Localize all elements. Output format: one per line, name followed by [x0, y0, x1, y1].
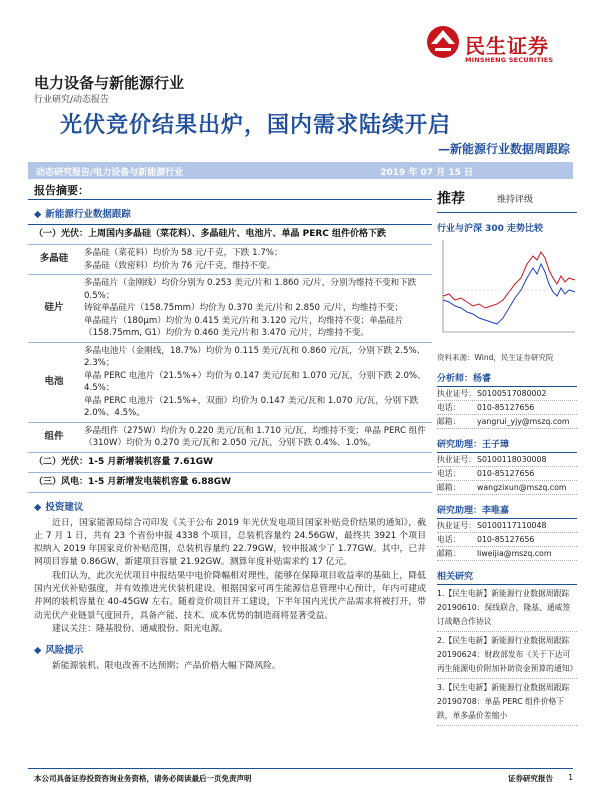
contact-value: 010-85127656: [477, 469, 535, 478]
contact-value: S0100517080002: [477, 389, 547, 398]
row-detail: [80, 422, 432, 452]
row-detail: [80, 245, 432, 275]
contact-value: wangzixun@mszq.com: [477, 483, 567, 492]
band-date: 2019 年 07 月 15 日: [380, 168, 473, 178]
contact-value: S0100117110048: [477, 521, 547, 530]
wind-install-head: （三）风电：1-5 月新增发电装机容量 6.88GW: [28, 473, 432, 493]
logo-emblem-icon: [425, 22, 461, 62]
brand-name-en: MINSHENG SECURITIES: [465, 56, 554, 64]
contact-value: yangrui_yjy@mszq.com: [477, 417, 570, 426]
report-type: 行业研究/动态报告: [34, 95, 110, 105]
trend-chart: [437, 234, 577, 346]
contact-key: 执业证号：: [437, 455, 476, 464]
rating-sub: 维持评级: [497, 195, 534, 205]
contact-row: [437, 533, 577, 547]
assistant2-heading: 研究助理：李唯嘉: [437, 503, 577, 519]
section-investment-label: 投资建议: [45, 501, 84, 513]
contact-row: [437, 481, 577, 495]
page-subtitle: —新能源行业数据周跟踪: [437, 142, 570, 156]
related-item[interactable]: 1.【民生电新】新能源行业数据周跟踪 20190610：保线联合，隆基、通威签订战略合作协议: [437, 585, 577, 632]
contact-row: [437, 415, 577, 429]
row-detail-line: 多晶硅（菜花料）均价为 58 元/千克，下跌 1.7%；: [84, 248, 283, 258]
row-detail-line: 多晶硅（致密料）均价为 76 元/千克，维持不变。: [84, 260, 276, 271]
row-detail-line: 多晶组件（275W）均价为 0.220 美元/瓦和 1.710 元/瓦，均维持不变；单晶 PERC 组件（310W）均价为 0.270 美元/瓦和 2.050 元/瓦，分别下跌 0.4%、1.0%。: [84, 425, 426, 448]
pv-install-head: （二）光伏：1-5 月新增装机容量 7.61GW: [28, 453, 432, 473]
related-item[interactable]: 2.【民生电新】新能源行业数据周跟踪 20190624：财政部发布《关于下达可再生能源电价附加补助资金预算的通知》: [437, 632, 577, 679]
footer-label: 证券研究报告: [508, 774, 553, 783]
contact-row: [437, 519, 577, 533]
section-data-tracking: [34, 206, 432, 220]
investment-para-2: 我们认为，此次光伏项目申报结果中电价降幅相对理性，能够在保障项目收益率的基础上，降低国内光伏补贴强度，并有效推进光伏装机建设。根据国家可再生能源信息管理中心预计，年内可建成并网的装机容量在 40-45GW 左右。随着竞价项目开工建设，下半年国内光伏产品需求将被打开，带动光伏产业链景气度回升，具备产能、技术、成本优势的制造商将显著受益。: [34, 570, 426, 621]
contact-key: 邮箱：: [437, 483, 461, 492]
contact-key: 电话：: [437, 535, 461, 544]
table-row: [28, 245, 432, 275]
contact-row: [437, 453, 577, 467]
summary-column: [28, 182, 432, 673]
analyst-heading: 分析师：杨睿: [437, 371, 577, 387]
contact-row: [437, 401, 577, 415]
contact-key: 执业证号：: [437, 521, 476, 530]
risk-para: 新能源装机、限电改善不达预期；产品价格大幅下降风险。: [52, 661, 281, 672]
analyst-contact: [437, 387, 577, 429]
pv-price-head: （一）光伏：上周国内多晶硅（菜花料）、多晶硅片、电池片、单晶 PERC 组件价格下跌: [28, 224, 432, 245]
chart-source: 资料来源：Wind，民生证券研究院: [437, 353, 554, 362]
row-category: 硅片: [28, 275, 80, 343]
bullet-icon: ◆: [34, 209, 42, 220]
minsheng-logo: [425, 22, 585, 72]
row-category: 组件: [28, 422, 80, 452]
page-number: 1: [568, 773, 573, 782]
footer: [28, 768, 573, 783]
sidebar: [437, 188, 577, 726]
info-band: [28, 162, 573, 179]
contact-key: 邮箱：: [437, 549, 461, 558]
chart-title: 行业与沪深 300 走势比较: [437, 224, 544, 234]
assistant1-contact: [437, 453, 577, 495]
industry-label: 电力设备与新能源行业: [34, 74, 185, 92]
band-report-type: 动态研究报告/电力设备与新能源行业: [36, 168, 184, 178]
assistant1-heading: 研究助理：王子璋: [437, 437, 577, 453]
contact-value: liweijia@mszq.com: [477, 549, 552, 558]
section-data-tracking-label: 新能源行业数据跟踪: [45, 209, 131, 220]
assistant2-contact: [437, 519, 577, 561]
contact-value: S0100118030008: [477, 455, 547, 464]
section-risk: [34, 642, 432, 656]
contact-key: 电话：: [437, 403, 461, 412]
series-line-industry: [443, 264, 575, 324]
investment-para-1: 近日，国家能源局综合司印发《关于公布 2019 年光伏发电项目国家补贴竞价结果的通知》，截止 7 月 1 日，共有 23 个省份申报 4338 个项目，总装机容量约 24.56GW，最终共 3921 个项目拟纳入 2019 年国家竞价补贴范围，总装机容量约 22.79GW，较申报减少了 1.77GW。其中，已并网项目容量 0.86GW，新建项目容量 21.92GW。测算年度补贴需求约 17 亿元。: [34, 517, 426, 568]
contact-row: [437, 387, 577, 401]
contact-value: 010-85127656: [477, 403, 535, 412]
contact-key: 邮箱：: [437, 417, 461, 426]
section-investment: [34, 499, 432, 513]
table-row: [28, 342, 432, 422]
related-item[interactable]: 3.【民生电新】新能源行业数据周跟踪 20190708：单晶 PERC 组件价格下跌，单多晶价差缩小: [437, 679, 577, 726]
row-category: 电池: [28, 342, 80, 422]
table-row: [28, 422, 432, 452]
bullet-icon: ◆: [34, 501, 42, 513]
row-detail-line: 多晶电池片（金刚线，18.7%）均价为 0.115 美元/瓦和 0.860 元/瓦，分别下跌 2.5%、2.3%；: [84, 345, 426, 368]
rating: 推荐: [437, 191, 465, 207]
related-heading: 相关研究: [437, 569, 577, 585]
contact-row: [437, 547, 577, 561]
row-detail: [80, 342, 432, 422]
investment-para-3: 建议关注：隆基股份、通威股份、阳光电源。: [52, 623, 228, 634]
row-category: 多晶硅: [28, 245, 80, 275]
summary-label: 报告摘要：: [28, 182, 432, 200]
series-line-index: [443, 252, 575, 308]
row-detail-line: 单晶 PERC 电池片（21.5%+）均价为 0.147 美元/瓦和 1.070 元/瓦，分别下跌 2.0%、4.5%；: [84, 370, 426, 393]
price-table: [28, 245, 432, 453]
row-detail-line: 单晶 PERC 电池片（21.5%+，双面）均价为 0.147 美元/瓦和 1.070 元/瓦，分别下跌 2.0%、4.5%。: [84, 395, 419, 418]
footer-disclaimer: 本公司具备证券投资咨询业务资格，请务必阅读最后一页免责声明: [34, 774, 252, 783]
row-detail-line: 多晶硅片（金刚线）均价分别为 0.253 美元/片和 1.860 元/片，分别为维持不变和下跌 0.5%；: [84, 278, 417, 301]
page-title: 光伏竞价结果出炉，国内需求陆续开启: [60, 113, 452, 138]
bullet-icon: ◆: [34, 645, 42, 657]
divider: [437, 212, 577, 213]
row-detail-line: 铸锭单晶硅片（158.75mm）均价为 0.370 美元/片和 2.850 元/片，均维持不变；: [84, 303, 403, 313]
table-row: [28, 275, 432, 343]
related-list: [437, 585, 577, 726]
contact-key: 电话：: [437, 469, 461, 478]
contact-value: 010-85127656: [477, 535, 535, 544]
brand-name: 民生证券: [465, 34, 549, 58]
contact-row: [437, 467, 577, 481]
contact-key: 执业证号：: [437, 389, 476, 398]
row-detail: [80, 275, 432, 343]
section-risk-label: 风险提示: [45, 645, 84, 657]
row-detail-line: 单晶硅片（180μm）均价为 0.415 美元/片和 3.120 元/片，均维持不变；单晶硅片（158.75mm, G1）均价为 0.460 美元/片和 3.470 元/片，均维持不变。: [84, 315, 404, 338]
